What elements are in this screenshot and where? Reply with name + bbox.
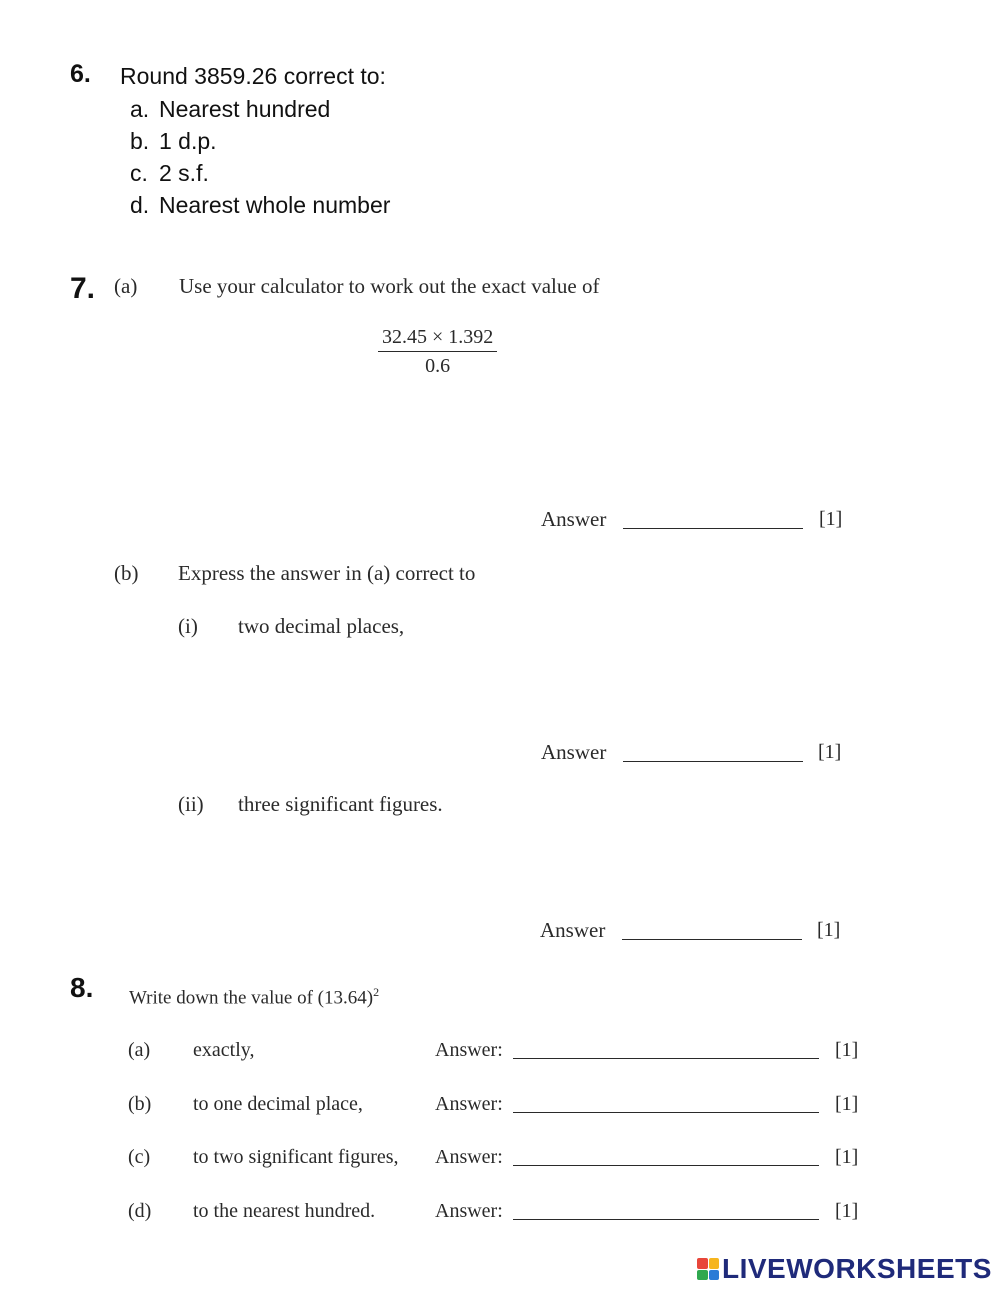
q6-item-d-letter: d. [130, 192, 150, 218]
q7bi-answer-label: Answer [541, 740, 607, 764]
q6-item-b-text: 1 d.p. [159, 128, 217, 154]
q8-row-d-label: (d) [128, 1200, 152, 1222]
logo-square-yellow [709, 1258, 720, 1269]
logo-square-red [697, 1258, 708, 1269]
q7bi-answer-blank[interactable] [623, 761, 803, 762]
q6-item-c-letter: c. [130, 160, 148, 186]
q7-fraction-denominator: 0.6 [425, 355, 451, 377]
q8-row-b-marks: [1] [835, 1093, 859, 1115]
q7-fraction [378, 326, 497, 378]
q7-sub-ii-label: (ii) [178, 792, 204, 816]
q7bii-marks: [1] [817, 919, 841, 941]
q6-item-c-text: 2 s.f. [159, 160, 209, 186]
q7-part-b-text: Express the answer in (a) correct to [178, 561, 476, 585]
q8-row-c-answer-blank[interactable] [513, 1165, 819, 1166]
q7-part-b-label: (b) [114, 561, 139, 585]
q6-item-d-text: Nearest whole number [159, 192, 391, 218]
q8-prompt [129, 985, 379, 1009]
q8-row-d-answer-blank[interactable] [513, 1219, 819, 1220]
q7bii-answer-label: Answer [540, 918, 606, 942]
q7a-answer-blank[interactable] [623, 528, 803, 529]
q8-prompt-text: Write down the value of (13.64) [129, 987, 374, 1009]
liveworksheets-brand-text: LIVEWORKSHEETS [722, 1253, 992, 1284]
question-6-number: 6. [70, 60, 91, 88]
q8-row-c-label: (c) [128, 1146, 151, 1168]
q8-row-d-answer-label: Answer: [435, 1200, 503, 1222]
q8-row-c-marks: [1] [835, 1146, 859, 1168]
q7-sub-ii-text: three significant figures. [238, 792, 443, 816]
question-7-number: 7. [70, 272, 96, 305]
q8-row-c-answer-label: Answer: [435, 1146, 503, 1168]
q7-sub-i-label: (i) [178, 614, 198, 638]
q6-item-a-text: Nearest hundred [159, 96, 331, 122]
q7a-answer-label: Answer [541, 507, 607, 531]
q6-item-a-letter: a. [130, 96, 150, 122]
q8-row-b-label: (b) [128, 1093, 152, 1115]
q8-row-d-marks: [1] [835, 1200, 859, 1222]
q8-row-a-answer-blank[interactable] [513, 1058, 819, 1059]
q8-row-c-text: to two significant figures, [193, 1146, 399, 1168]
liveworksheets-logo-icon [697, 1258, 719, 1280]
q7-part-a-label: (a) [114, 274, 138, 298]
q8-exponent: 2 [373, 985, 380, 999]
q8-row-a-label: (a) [128, 1039, 151, 1061]
liveworksheets-logo [697, 1253, 992, 1285]
q7bi-marks: [1] [818, 741, 842, 763]
q8-row-d-text: to the nearest hundred. [193, 1200, 376, 1222]
q8-row-b-text: to one decimal place, [193, 1093, 363, 1115]
logo-square-green [697, 1270, 708, 1281]
q8-row-a-marks: [1] [835, 1039, 859, 1061]
q7-part-a-text: Use your calculator to work out the exact value of [179, 274, 600, 298]
q7-sub-i-text: two decimal places, [238, 614, 405, 638]
q8-row-b-answer-label: Answer: [435, 1093, 503, 1115]
q8-row-a-text: exactly, [193, 1039, 255, 1061]
q7-fraction-numerator: 32.45 × 1.392 [378, 326, 497, 352]
question-6-prompt: Round 3859.26 correct to: [120, 63, 386, 89]
q7bii-answer-blank[interactable] [622, 939, 802, 940]
q6-item-b-letter: b. [130, 128, 150, 154]
question-8-number: 8. [70, 972, 94, 1003]
q8-row-b-answer-blank[interactable] [513, 1112, 819, 1113]
logo-square-blue [709, 1270, 720, 1281]
q8-row-a-answer-label: Answer: [435, 1039, 503, 1061]
q7a-marks: [1] [819, 508, 843, 530]
